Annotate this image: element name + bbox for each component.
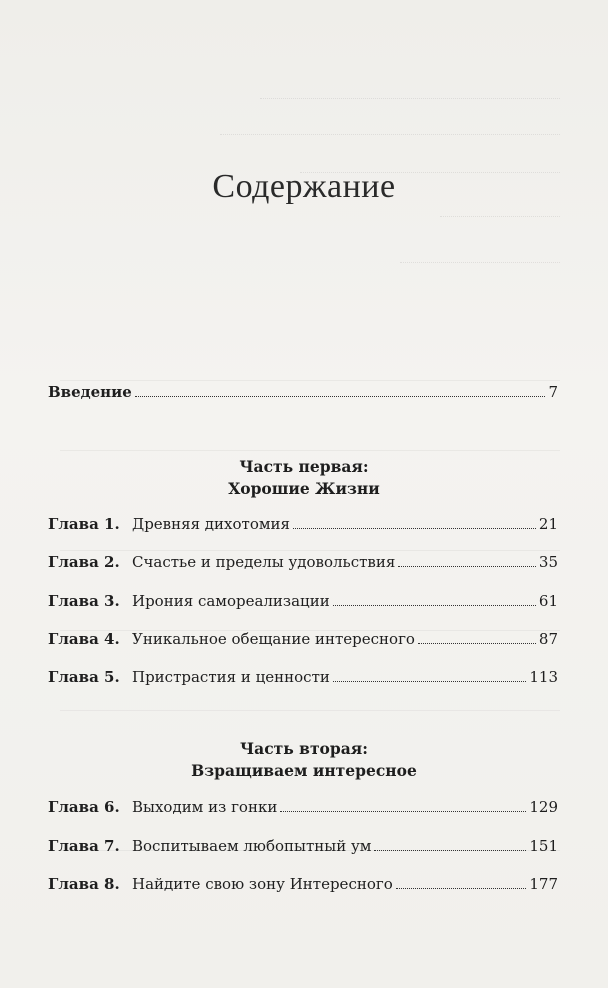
chapter-label: Глава 1. xyxy=(48,515,120,533)
show-through-line xyxy=(220,124,560,135)
page-number: 113 xyxy=(529,668,558,686)
chapter-label: Глава 2. xyxy=(48,553,120,571)
part-number: Часть вторая: xyxy=(240,739,368,758)
show-through-line xyxy=(400,252,560,263)
chapter-title: Ирония самореализации xyxy=(132,592,330,610)
chapter-title: Воспитываем любопытный ум xyxy=(132,837,372,855)
chapter-title: Выходим из гонки xyxy=(132,798,278,816)
intro-label: Введение xyxy=(48,383,132,401)
toc-entry-chapter xyxy=(48,668,558,694)
chapter-label: Глава 3. xyxy=(48,592,120,610)
page-number: 61 xyxy=(538,592,558,610)
chapter-title: Уникальное обещание интересного xyxy=(132,630,415,648)
toc-entry-chapter xyxy=(48,798,558,824)
dot-leader xyxy=(293,528,536,529)
dot-leader xyxy=(333,681,526,682)
toc-entry-chapter xyxy=(48,553,558,579)
part-title: Хорошие Жизни xyxy=(228,479,380,498)
toc-entry-chapter xyxy=(48,592,558,618)
dot-leader xyxy=(398,566,536,567)
chapter-title: Счастье и пределы удовольствия xyxy=(132,553,396,571)
chapter-title: Пристрастия и ценности xyxy=(132,668,330,686)
chapter-title: Найдите свою зону Интересного xyxy=(132,875,393,893)
show-through-line xyxy=(260,88,560,99)
show-through-line xyxy=(60,540,560,551)
page-number: 177 xyxy=(529,875,558,893)
page-number: 129 xyxy=(529,798,558,816)
dot-leader xyxy=(396,888,527,889)
dot-leader xyxy=(280,811,526,812)
show-through-line xyxy=(440,206,560,217)
show-through-line xyxy=(60,700,560,711)
part-heading xyxy=(0,738,608,782)
dot-leader xyxy=(374,850,526,851)
chapter-label: Глава 6. xyxy=(48,798,120,816)
page-number: 87 xyxy=(538,630,558,648)
page-number: 7 xyxy=(548,383,558,401)
chapter-title: Древняя дихотомия xyxy=(132,515,290,533)
toc-entry-chapter xyxy=(48,630,558,656)
part-number: Часть первая: xyxy=(239,457,369,476)
dot-leader xyxy=(333,605,536,606)
page-title: Содержание xyxy=(212,168,396,205)
page-number: 21 xyxy=(538,515,558,533)
dot-leader xyxy=(135,396,546,397)
chapter-label: Глава 7. xyxy=(48,837,120,855)
part-title: Взращиваем интересное xyxy=(191,761,417,780)
show-through-line xyxy=(60,370,560,381)
toc-entry-chapter xyxy=(48,837,558,863)
chapter-label: Глава 4. xyxy=(48,630,120,648)
page-number: 35 xyxy=(538,553,558,571)
dot-leader xyxy=(418,643,536,644)
page-number: 151 xyxy=(529,837,558,855)
chapter-label: Глава 8. xyxy=(48,875,120,893)
toc-entry-intro xyxy=(48,383,558,409)
chapter-label: Глава 5. xyxy=(48,668,120,686)
show-through-line xyxy=(60,440,560,451)
toc-entry-chapter xyxy=(48,515,558,541)
toc-entry-chapter xyxy=(48,875,558,901)
part-heading xyxy=(0,456,608,500)
